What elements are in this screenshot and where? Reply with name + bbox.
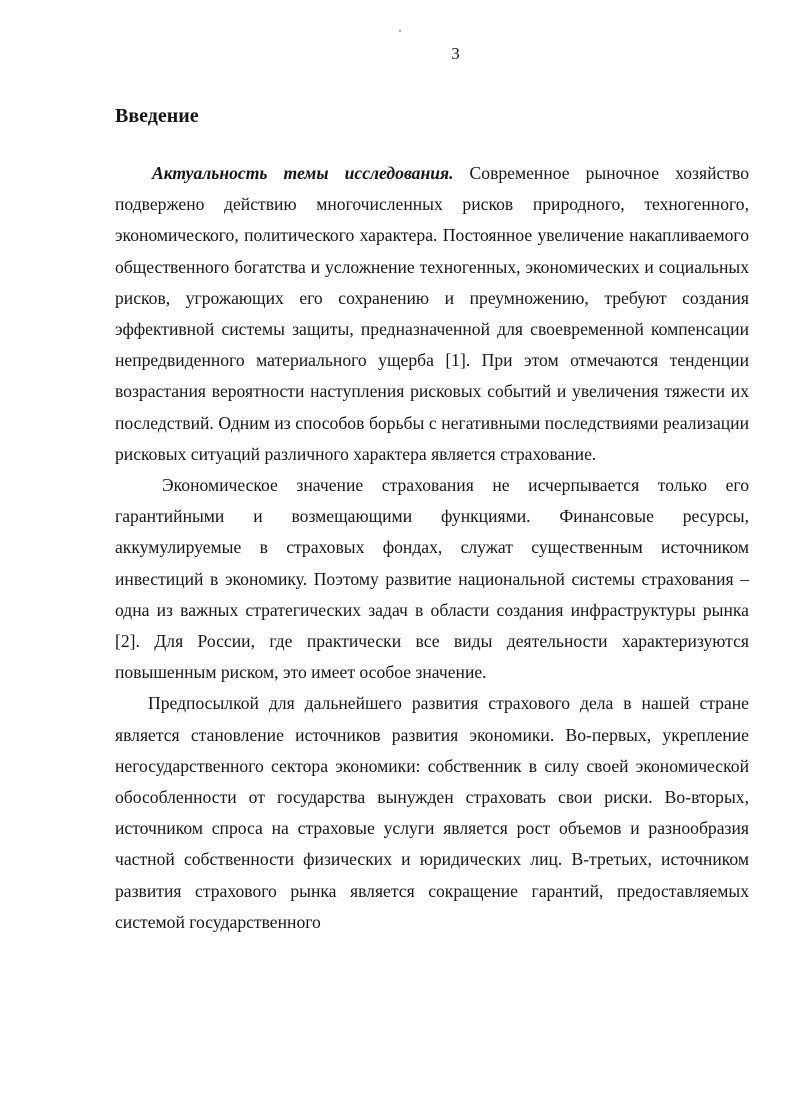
scan-speck: [399, 30, 401, 32]
paragraph-text: Современное рыночное хозяйство подвержено действию многочисленных рисков природного, техногенного, экономического, политического характера. Постоянное увеличение накапливаемого общественного богатства и усложнение техногенных, экономических и социальных рисков, угрожающих его сохранению и преумножению, требуют создания эффективной системы защиты, предназначенной для своевременной компенсации непредвиденного материального ущерба [1]. При этом отмечаются тенденции возрастания вероятности наступления рисковых событий и увеличения тяжести их последствий. Одним из способов борьбы с негативными последствиями реализации рисковых ситуаций различного характера является страхование.: [115, 163, 749, 464]
body-text: [115, 158, 749, 938]
page-number: 3: [451, 44, 460, 63]
section-heading: Введение: [115, 105, 199, 127]
paragraph-economic-significance: Экономическое значение страхования не исчерпывается только его гарантийными и возмещающими функциями. Финансовые ресурсы, аккумулируемые в страховых фондах, служат существенным источником инвестиций в экономику. Поэтому развитие национальной системы страхования – одна из важных стратегических задач в области создания инфраструктуры рынка [2]. Для России, где практически все виды деятельности характеризуются повышенным риском, это имеет особое значение.: [115, 475, 749, 683]
paragraph-relevance: [115, 158, 749, 470]
paragraph-prerequisites: Предпосылкой для дальнейшего развития страхового дела в нашей стране является становление источников развития экономики. Во-первых, укрепление негосударственного сектора экономики: собственник в силу своей экономической обособленности от государства вынужден страховать свои риски. Во-вторых, источником спроса на страховые услуги является рост объемов и разнообразия частной собственности физических и юридических лиц. В-третьих, источником развития страхового рынка является сокращение гарантий, предоставляемых системой государственного: [115, 693, 749, 932]
paragraph-lead: Актуальность темы исследования.: [152, 163, 454, 183]
